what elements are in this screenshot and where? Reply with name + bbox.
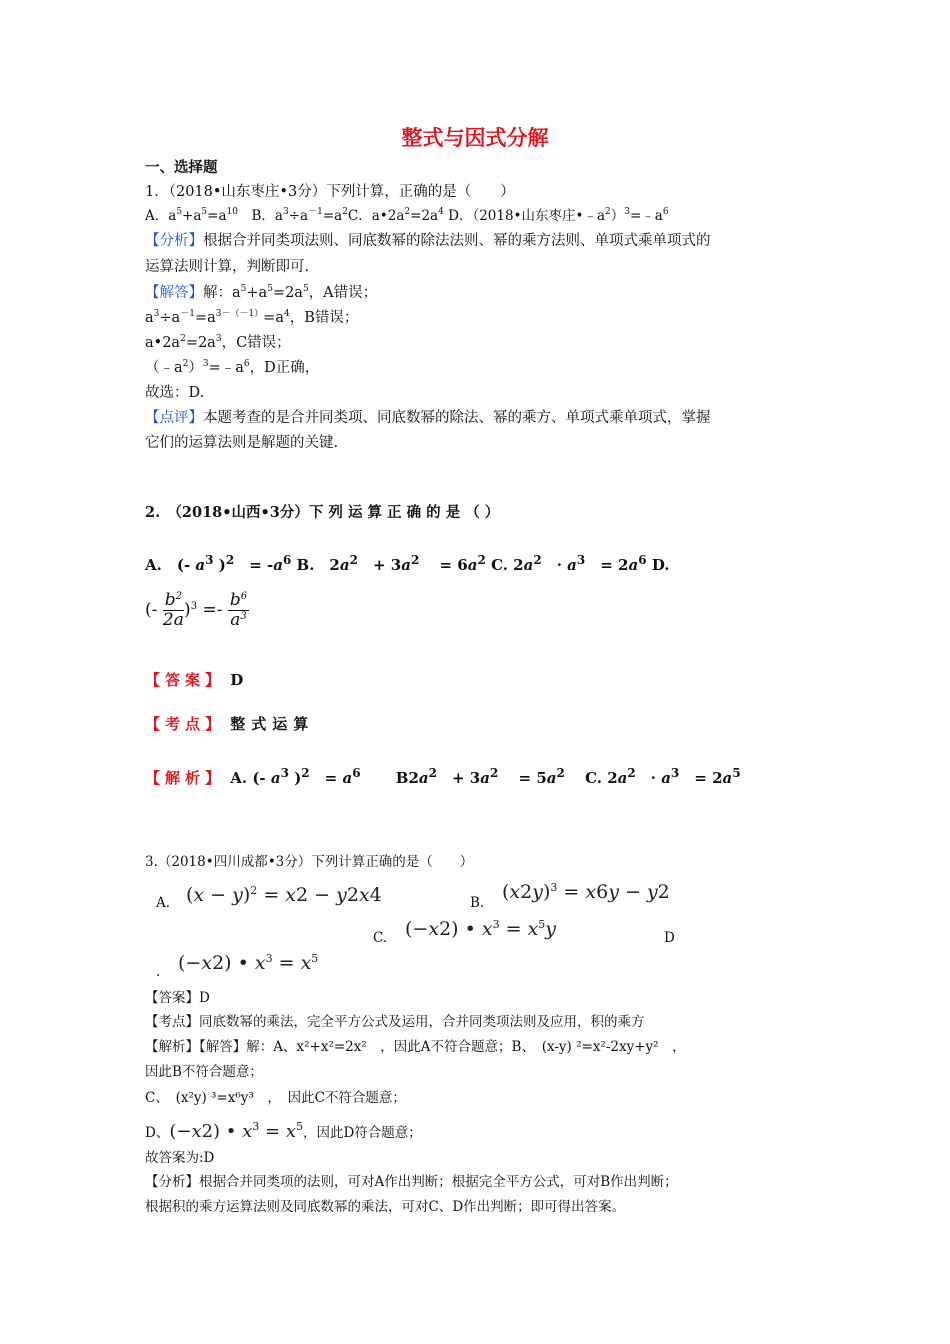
q2-explanation: 【解析】 A. (- $a^3$ )$^2$ = $a^6$ $B2a^2$ + $3a^2$ = $5a^2$ C. $2a^2$ · $a^3$ = $2a^5$ bbox=[145, 766, 741, 787]
q3-analysis-line1: 【分析】根据合并同类项的法则，可对A作出判断；根据完全平方公式，可对B作出判断； bbox=[145, 1174, 678, 1190]
q3-analysis-line2: 根据积的乘方运算法则及同底数幂的乘法，可对C、D作出判断；即可得出答案。 bbox=[145, 1199, 626, 1215]
q2-options: A. (- $a^3$ )$^2$ = $-a^6$ B. $2a^2$ + $3a^2$ = $6a^2$ C. $2a^2$ · $a^3$ = $2a^6$ D. bbox=[145, 553, 670, 574]
q3-option-b-formula: $(x2y)^3 = x6y - y2$ bbox=[502, 881, 670, 903]
q1-solution-line1: 【解答】解：$a^5+a^5=2a^5$，A错误； bbox=[145, 284, 378, 301]
q3-explanation-line2: 因此B不符合题意； bbox=[145, 1064, 263, 1080]
solution-tag: 【解答】 bbox=[145, 285, 203, 301]
q1-options: A．$a^5+a^5=a^{10}$ B．$a^3\div a^{-1}=a^2C$．$a•2a^2=2a^4$ D．（2018•山东枣庄$•﹣a^2)^3=﹣a^6$ bbox=[145, 207, 669, 224]
comment-tag: 【点评】 bbox=[145, 410, 203, 426]
q3-option-d-dot: . bbox=[156, 964, 161, 980]
q3-explanation-line1: 【解析】【解答】解：A、x²+x²=2x² ，因此A不符合题意；B、 (x-y) ²=x²-2xy+y² ， bbox=[145, 1039, 686, 1055]
analysis-tag: 【分析】 bbox=[145, 233, 203, 249]
q3-option-b-label: B. bbox=[470, 895, 485, 911]
q2-stem: 2. （2018•山西•3分）下 列 运 算 正 确 的 是 （ ） bbox=[145, 504, 500, 521]
q3-answer: 【答案】D bbox=[145, 990, 210, 1006]
q1-solution-line3: $a•2a^2=2a^3$，C错误； bbox=[145, 334, 291, 351]
q3-option-d-formula: (−x2) • $x^3 = x^5$ bbox=[178, 952, 319, 974]
q3-explanation-d: D、(−x2) • $x^3 = x^5$，因此D符合题意； bbox=[145, 1120, 422, 1142]
q1-solution-line4: $(﹣a^2)^3=﹣a^6$，D正确， bbox=[145, 359, 320, 376]
q1-choice: 故选：D. bbox=[145, 385, 205, 401]
q1-analysis-line1: 【分析】根据合并同类项法则、同底数幂的除法法则、幂的乘方法则、单项式乘单项式的 bbox=[145, 233, 711, 249]
q3-explanation-d-formula: (−x2) • $x^3 = x^5$ bbox=[169, 1120, 303, 1142]
fraction: $\frac{b^2}{2a}$ bbox=[162, 590, 184, 630]
q2-option-d-formula: (- $\frac{b^2}{2a}$ )$^3$ =- $\frac{b^6}{a^3}$ bbox=[145, 590, 248, 630]
q1-analysis-line2: 运算法则计算，判断即可. bbox=[145, 259, 310, 275]
q3-stem: 3.（2018•四川成都•3分）下列计算正确的是（ ） bbox=[145, 854, 474, 870]
q1-comment-line1: 【点评】本题考查的是合并同类项、同底数幂的除法、幂的乘方、单项式乘单项式，掌握 bbox=[145, 410, 711, 426]
q3-option-a-formula: $(x - y)^2 = x2 - y2x4$ bbox=[186, 884, 382, 906]
q3-option-a-label: A. bbox=[156, 895, 171, 911]
q2-topic: 【考点】 整式运算 bbox=[145, 715, 315, 733]
section-heading: 一、选择题 bbox=[145, 159, 218, 176]
q3-option-c-formula: (−x2) • $x^3 = x^5y$ bbox=[405, 918, 557, 940]
q3-explanation-c: C、 (x²y) ³=x⁶y³ ， 因此C不符合题意； bbox=[145, 1090, 406, 1106]
document-title: 整式与因式分解 bbox=[401, 125, 549, 150]
q1-stem: 1．（2018•山东枣庄•3分）下列计算，正确的是（ ） bbox=[145, 184, 515, 200]
q1-solution-line2: $a^3\div a^{-1}=a^{3-(-1)}=a^4$，B错误； bbox=[145, 309, 359, 326]
q3-option-c-label: C. bbox=[373, 930, 388, 946]
q2-answer: 【答案】 D bbox=[145, 671, 244, 689]
q1-comment-line2: 它们的运算法则是解题的关键. bbox=[145, 435, 339, 451]
fraction: $\frac{b^6}{a^3}$ bbox=[229, 590, 248, 630]
q3-option-d-label: D bbox=[664, 930, 675, 946]
q3-final-answer: 故答案为:D bbox=[145, 1150, 215, 1166]
q3-topic: 【考点】同底数幂的乘法，完全平方公式及运用，合并同类项法则及应用，积的乘方 bbox=[145, 1014, 645, 1030]
